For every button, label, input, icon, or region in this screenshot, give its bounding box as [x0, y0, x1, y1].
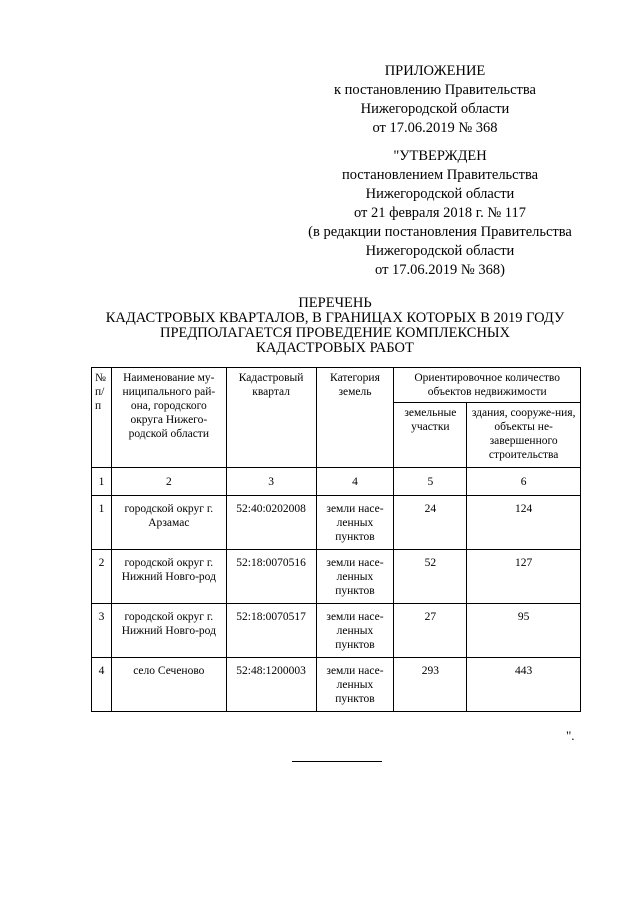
col-number: 3	[226, 468, 316, 496]
column-number-row	[92, 468, 581, 496]
col-number: 5	[394, 468, 467, 496]
header-num: № п/ п	[92, 368, 112, 468]
cadastral-table	[91, 367, 581, 712]
header-quarter: Кадастровый квартал	[226, 368, 316, 468]
approval-line: Нижегородской области	[365, 186, 515, 202]
cell-land: 293	[394, 658, 467, 712]
annex-line: ПРИЛОЖЕНИЕ	[384, 63, 486, 79]
approval-line: от 21 февраля 2018 г. № 117	[353, 205, 527, 221]
cell-land: 52	[394, 550, 467, 604]
annex-line: к постановлению Правительства	[334, 82, 536, 98]
title-line: КАДАСТРОВЫХ РАБОТ	[256, 340, 414, 356]
cell-quarter: 52:40:0202008	[226, 496, 316, 550]
end-divider	[292, 761, 382, 762]
cell-category: земли насе-ленных пунктов	[316, 658, 394, 712]
cell-land: 24	[394, 496, 467, 550]
title-line: ПРЕДПОЛАГАЕТСЯ ПРОВЕДЕНИЕ КОМПЛЕКСНЫХ	[159, 325, 511, 341]
cell-num: 2	[92, 550, 112, 604]
header-estimate: Ориентировочное количество объектов недвижимости	[394, 368, 581, 403]
closing-quote: ".	[566, 728, 575, 743]
document-title	[80, 296, 590, 356]
cell-buildings: 124	[467, 496, 581, 550]
table-row	[92, 658, 581, 712]
annex-block	[300, 62, 570, 138]
cell-name: городской округ г. Арзамас	[111, 496, 226, 550]
cell-name: село Сеченово	[111, 658, 226, 712]
cell-buildings: 127	[467, 550, 581, 604]
cell-name: городской округ г. Нижний Новго-род	[111, 604, 226, 658]
cell-num: 3	[92, 604, 112, 658]
title-line: ПЕРЕЧЕНЬ	[298, 295, 372, 311]
col-number: 6	[467, 468, 581, 496]
cell-quarter: 52:18:0070516	[226, 550, 316, 604]
col-number: 2	[111, 468, 226, 496]
cell-buildings: 443	[467, 658, 581, 712]
header-land: земельные участки	[394, 403, 467, 468]
header-category: Категория земель	[316, 368, 394, 468]
annex-line: Нижегородской области	[360, 101, 510, 117]
table-row	[92, 496, 581, 550]
cell-name: городской округ г. Нижний Новго-род	[111, 550, 226, 604]
approval-block	[300, 147, 580, 280]
cell-quarter: 52:18:0070517	[226, 604, 316, 658]
table-row	[92, 604, 581, 658]
col-number: 4	[316, 468, 394, 496]
cell-num: 1	[92, 496, 112, 550]
col-number: 1	[92, 468, 112, 496]
cell-category: земли насе-ленных пунктов	[316, 550, 394, 604]
approval-line: от 17.06.2019 № 368)	[375, 262, 505, 278]
approval-line: (в редакции постановления Правительства	[308, 224, 572, 240]
cell-category: земли насе-ленных пунктов	[316, 496, 394, 550]
approval-line: Нижегородской области	[365, 243, 515, 259]
header-buildings: здания, сооруже-ния, объекты не-завершенного строительства	[467, 403, 581, 468]
approval-line: "УТВЕРЖДЕН	[393, 148, 487, 164]
table-row	[92, 550, 581, 604]
approval-line: постановлением Правительства	[341, 167, 539, 183]
title-line: КАДАСТРОВЫХ КВАРТАЛОВ, В ГРАНИЦАХ КОТОРЫХ В 2019 ГОДУ	[105, 310, 565, 326]
cell-category: земли насе-ленных пунктов	[316, 604, 394, 658]
annex-line: от 17.06.2019 № 368	[372, 120, 498, 136]
cell-quarter: 52:48:1200003	[226, 658, 316, 712]
cell-buildings: 95	[467, 604, 581, 658]
cell-land: 27	[394, 604, 467, 658]
cell-num: 4	[92, 658, 112, 712]
header-name: Наименование му-ниципального рай-она, городского округа Нижего-родской области	[111, 368, 226, 468]
